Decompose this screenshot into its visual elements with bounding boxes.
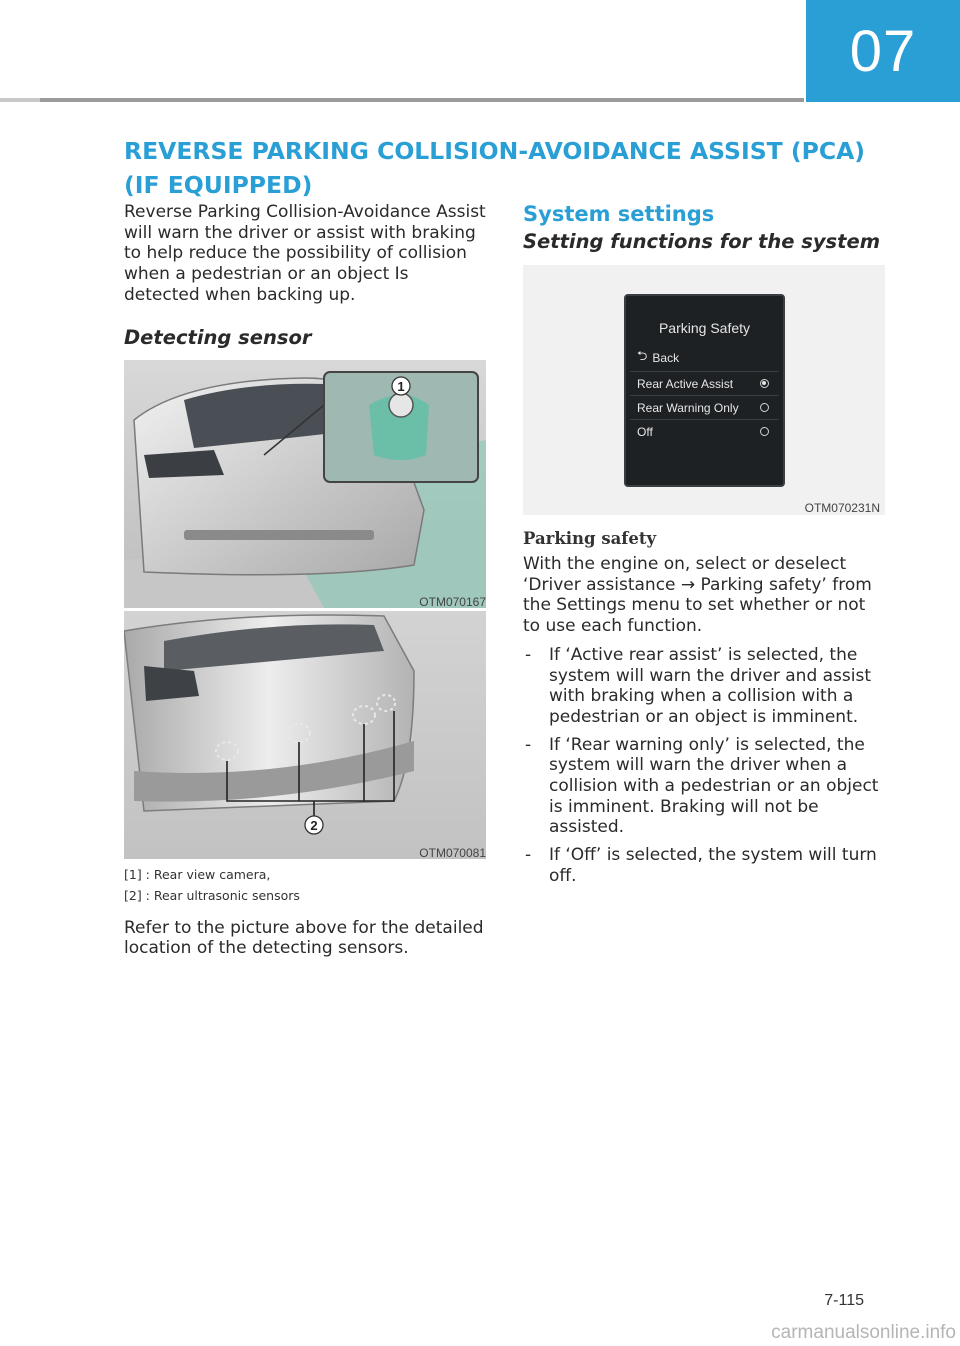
figure1-code: OTM070167	[419, 594, 486, 609]
figure-rear-camera	[124, 360, 486, 608]
legend-line-2: [2] : Rear ultrasonic sensors	[124, 887, 300, 903]
figure-parking-safety-screen	[523, 265, 885, 515]
page-number: 7-115	[824, 1292, 864, 1309]
refer-text: Refer to the picture above for the detailed location of the detecting sensors.	[124, 917, 484, 959]
header-rule	[0, 98, 804, 102]
parking-safety-heading: Parking safety	[523, 529, 657, 548]
header-rule-accent	[0, 98, 40, 102]
screen-title: Parking Safety	[658, 320, 751, 336]
bullet-rear-warning-only: - If ‘Rear warning only’ is selected, the system will warn the driver when a collision with a pedestrian or an object is imminent. Braking will not be assisted.	[523, 735, 886, 839]
rear-sensors-illustration	[124, 611, 486, 859]
bullet-off: - If ‘Off’ is selected, the system will turn off.	[523, 845, 886, 886]
watermark: carmanualsonline.info	[771, 1322, 956, 1343]
intro-text: Reverse Parking Collision-Avoidance Assist will warn the driver or assist with braking to help reduce the possibility of collision when a pedestrian or an object Is detected when backing up.	[124, 202, 486, 305]
right-column	[523, 202, 886, 894]
function-bullets	[523, 645, 886, 887]
callout-1: 1	[397, 378, 405, 394]
callout-2: 2	[310, 817, 318, 833]
bullet-active-rear-assist: - If ‘Active rear assist’ is selected, the system will warn the driver and assist with braking when a collision with a pedestrian or an object is imminent.	[523, 645, 886, 728]
legend-line-1: [1] : Rear view camera,	[124, 866, 271, 882]
screen-option-off[interactable]	[630, 419, 779, 443]
back-arrow-icon: ⮌	[637, 348, 648, 363]
settings-paragraph: With the engine on, select or deselect ‘Driver assistance → Parking safety’ from the Settings menu to set whether or not to use each function.	[523, 554, 872, 637]
option-label: Off	[637, 424, 653, 439]
left-column	[124, 202, 488, 959]
figure3-code: OTM070231N	[804, 501, 880, 515]
figure-legend	[124, 864, 488, 906]
screen-option-rear-warning-only[interactable]	[630, 395, 779, 419]
section-title: REVERSE PARKING COLLISION-AVOIDANCE ASSIST (PCA) (IF EQUIPPED)	[124, 137, 865, 199]
setting-functions-heading: Setting functions for the system	[523, 230, 881, 253]
rear-camera-illustration	[124, 360, 486, 608]
option-label: Rear Warning Only	[637, 400, 739, 415]
detecting-sensor-heading: Detecting sensor	[124, 325, 312, 349]
radio-selected-icon	[760, 379, 769, 388]
figure-rear-sensors	[124, 611, 486, 859]
option-label: Rear Active Assist	[637, 376, 734, 391]
screen-back-row[interactable]	[630, 346, 779, 370]
parking-safety-screen	[624, 294, 785, 487]
chapter-tab: 07	[806, 0, 960, 102]
radio-unselected-icon	[760, 427, 769, 436]
system-settings-heading: System settings	[523, 202, 715, 226]
radio-unselected-icon	[760, 403, 769, 412]
back-label: Back	[652, 351, 680, 365]
figure2-code: OTM070081	[419, 845, 486, 860]
screen-option-rear-active-assist[interactable]	[630, 371, 779, 395]
